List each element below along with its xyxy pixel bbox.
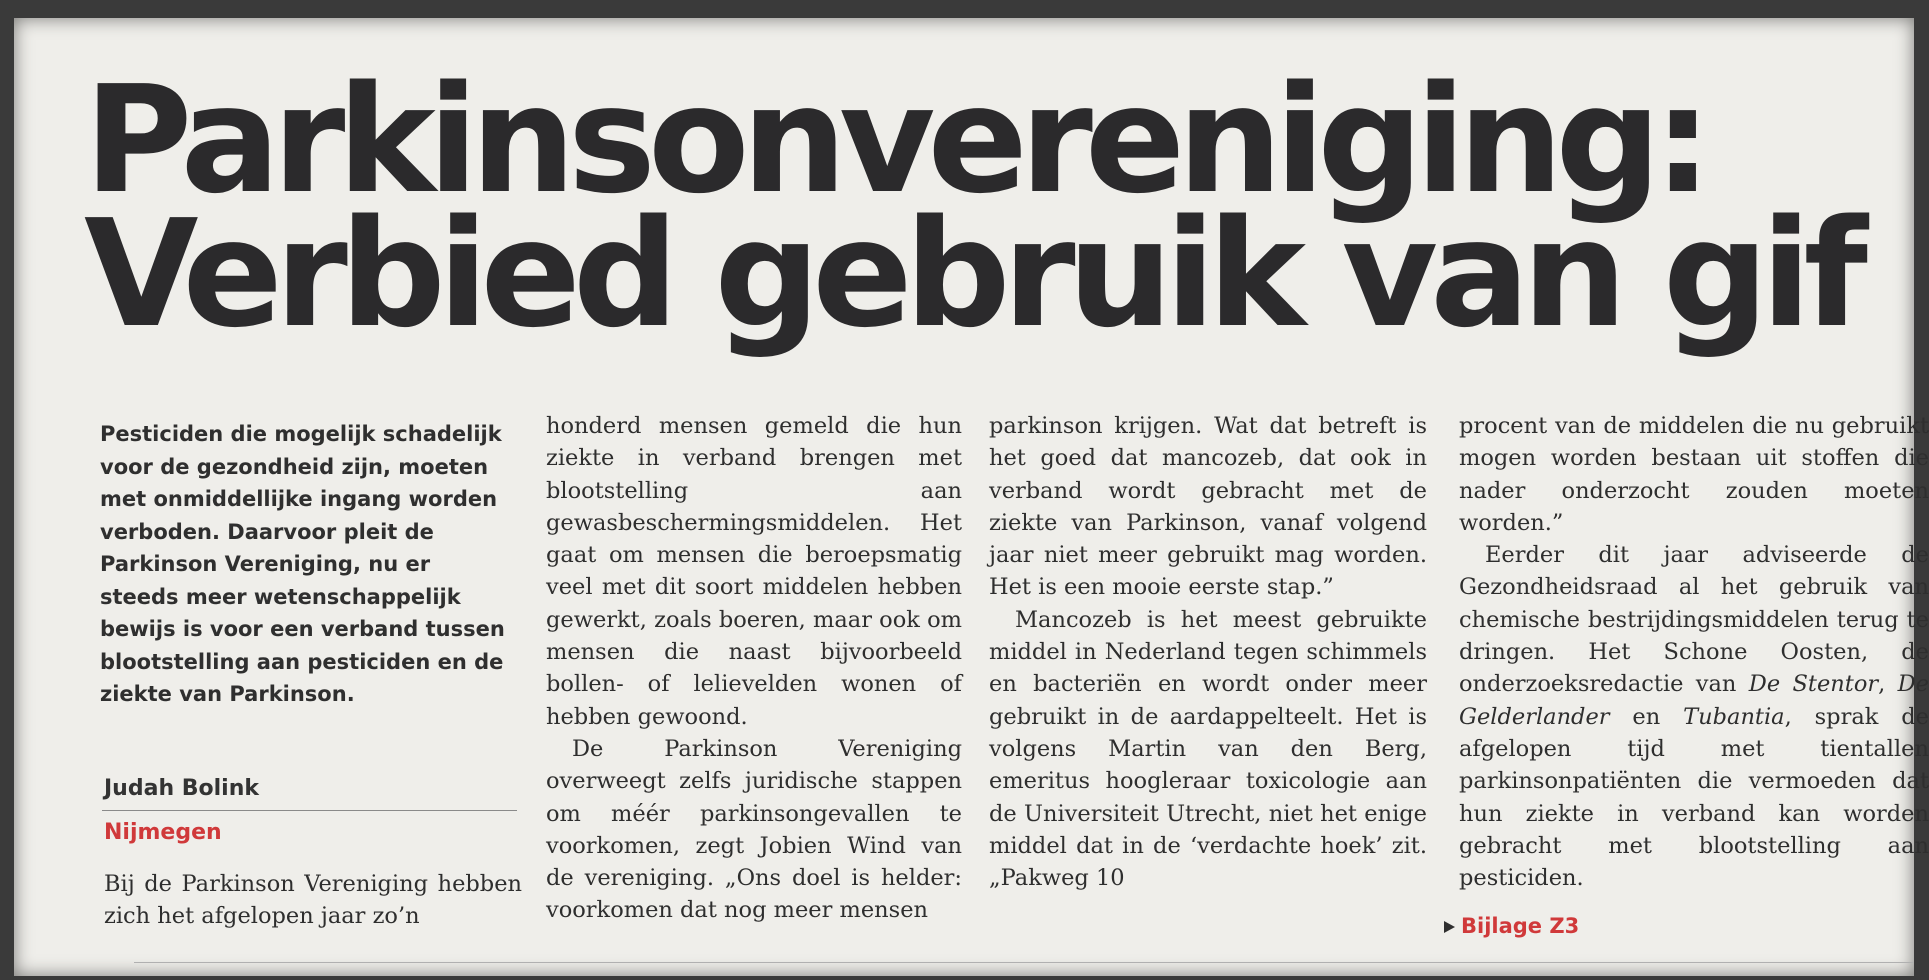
publication-name: De Gelderlander: [1459, 671, 1929, 730]
body-text: Eerder dit jaar adviseerde de Gezondheidsraad al het gebruik van chemische bestrijdingsmiddelen terug te dringen. Het Schone Oosten, de onderzoeksredactie van: [1459, 542, 1929, 698]
body-text: , sprak de afgelopen tijd met tientallen parkinsonpatiënten die vermoeden dat hun ziekte in verband kan worden gebracht met blootstelling aan pesticiden.: [1459, 703, 1929, 892]
body-column-3: [989, 410, 1427, 894]
body-paragraph: Bij de Parkinson Vereniging hebben zich het afgelopen jaar zo’n: [104, 871, 522, 930]
body-column-1: [104, 868, 522, 933]
supplement-reference: [1444, 914, 1579, 938]
headline-line-1: Parkinsonvereniging:: [84, 54, 1705, 226]
byline-divider: [102, 810, 517, 811]
publication-name: Tubantia: [1683, 703, 1785, 730]
supplement-reference-label: Bijlage Z3: [1461, 914, 1580, 938]
body-paragraph: De Parkinson Vereniging overweegt zelfs juridische stappen om méér parkinsongevallen te voorkomen, zegt Jobien Wind van de vereniging. „Ons doel is helder: voorkomen dat nog meer mensen: [546, 735, 962, 924]
headline-line-2: Verbied gebruik van gif: [84, 188, 1860, 360]
body-paragraph: honderd mensen gemeld die hun ziekte in verband brengen met blootstelling aan gewasbeschermingsmiddelen. Het gaat om mensen die beroepsmatig veel met dit soort middelen hebben gewerkt, zoals boeren, maar ook om mensen die naast bijvoorbeeld bollen- of lelievelden wonen of hebben gewoond.: [546, 413, 962, 730]
body-paragraph: procent van de middelen die nu gebruikt mogen worden bestaan uit stoffen die nader onderzocht zouden moeten worden.”: [1459, 413, 1929, 536]
body-text: en: [1609, 703, 1684, 730]
body-column-4: [1459, 410, 1929, 894]
lead-paragraph: Pesticiden die mogelijk schadelijk voor de gezondheid zijn, moeten met onmiddellijke ingang worden verboden. Daarvoor pleit de Parkinson Vereniging, nu er steeds meer wetenschappelijk bewijs is voor een verband tussen blootstelling aan pesticiden en de ziekte van Parkinson.: [100, 422, 505, 706]
byline-place: Nijmegen: [104, 820, 222, 845]
publication-name: De Stentor: [1748, 671, 1879, 698]
arrow-right-icon: [1444, 921, 1455, 933]
body-paragraph: [1459, 539, 1929, 894]
byline-author: Judah Bolink: [104, 776, 260, 801]
bottom-rule: [134, 962, 1914, 963]
body-text: ,: [1878, 671, 1898, 698]
body-paragraph: Mancozeb is het meest gebruikte middel in Nederland tegen schimmels en bacteriën en wordt onder meer gebruikt in de aardappelteelt. Het is volgens Martin van den Berg, emeritus hoogleraar toxicologie aan de Universiteit Utrecht, niet het enige middel dat in de ‘verdachte hoek’ zit. „Pakweg 10: [989, 606, 1427, 892]
body-column-2: [546, 410, 962, 927]
body-paragraph: parkinson krijgen. Wat dat betreft is het goed dat mancozeb, dat ook in verband wordt gebracht met de ziekte van Parkinson, vanaf volgend jaar niet meer gebruikt mag worden. Het is een mooie eerste stap.”: [989, 413, 1427, 601]
newspaper-page: [14, 18, 1929, 976]
